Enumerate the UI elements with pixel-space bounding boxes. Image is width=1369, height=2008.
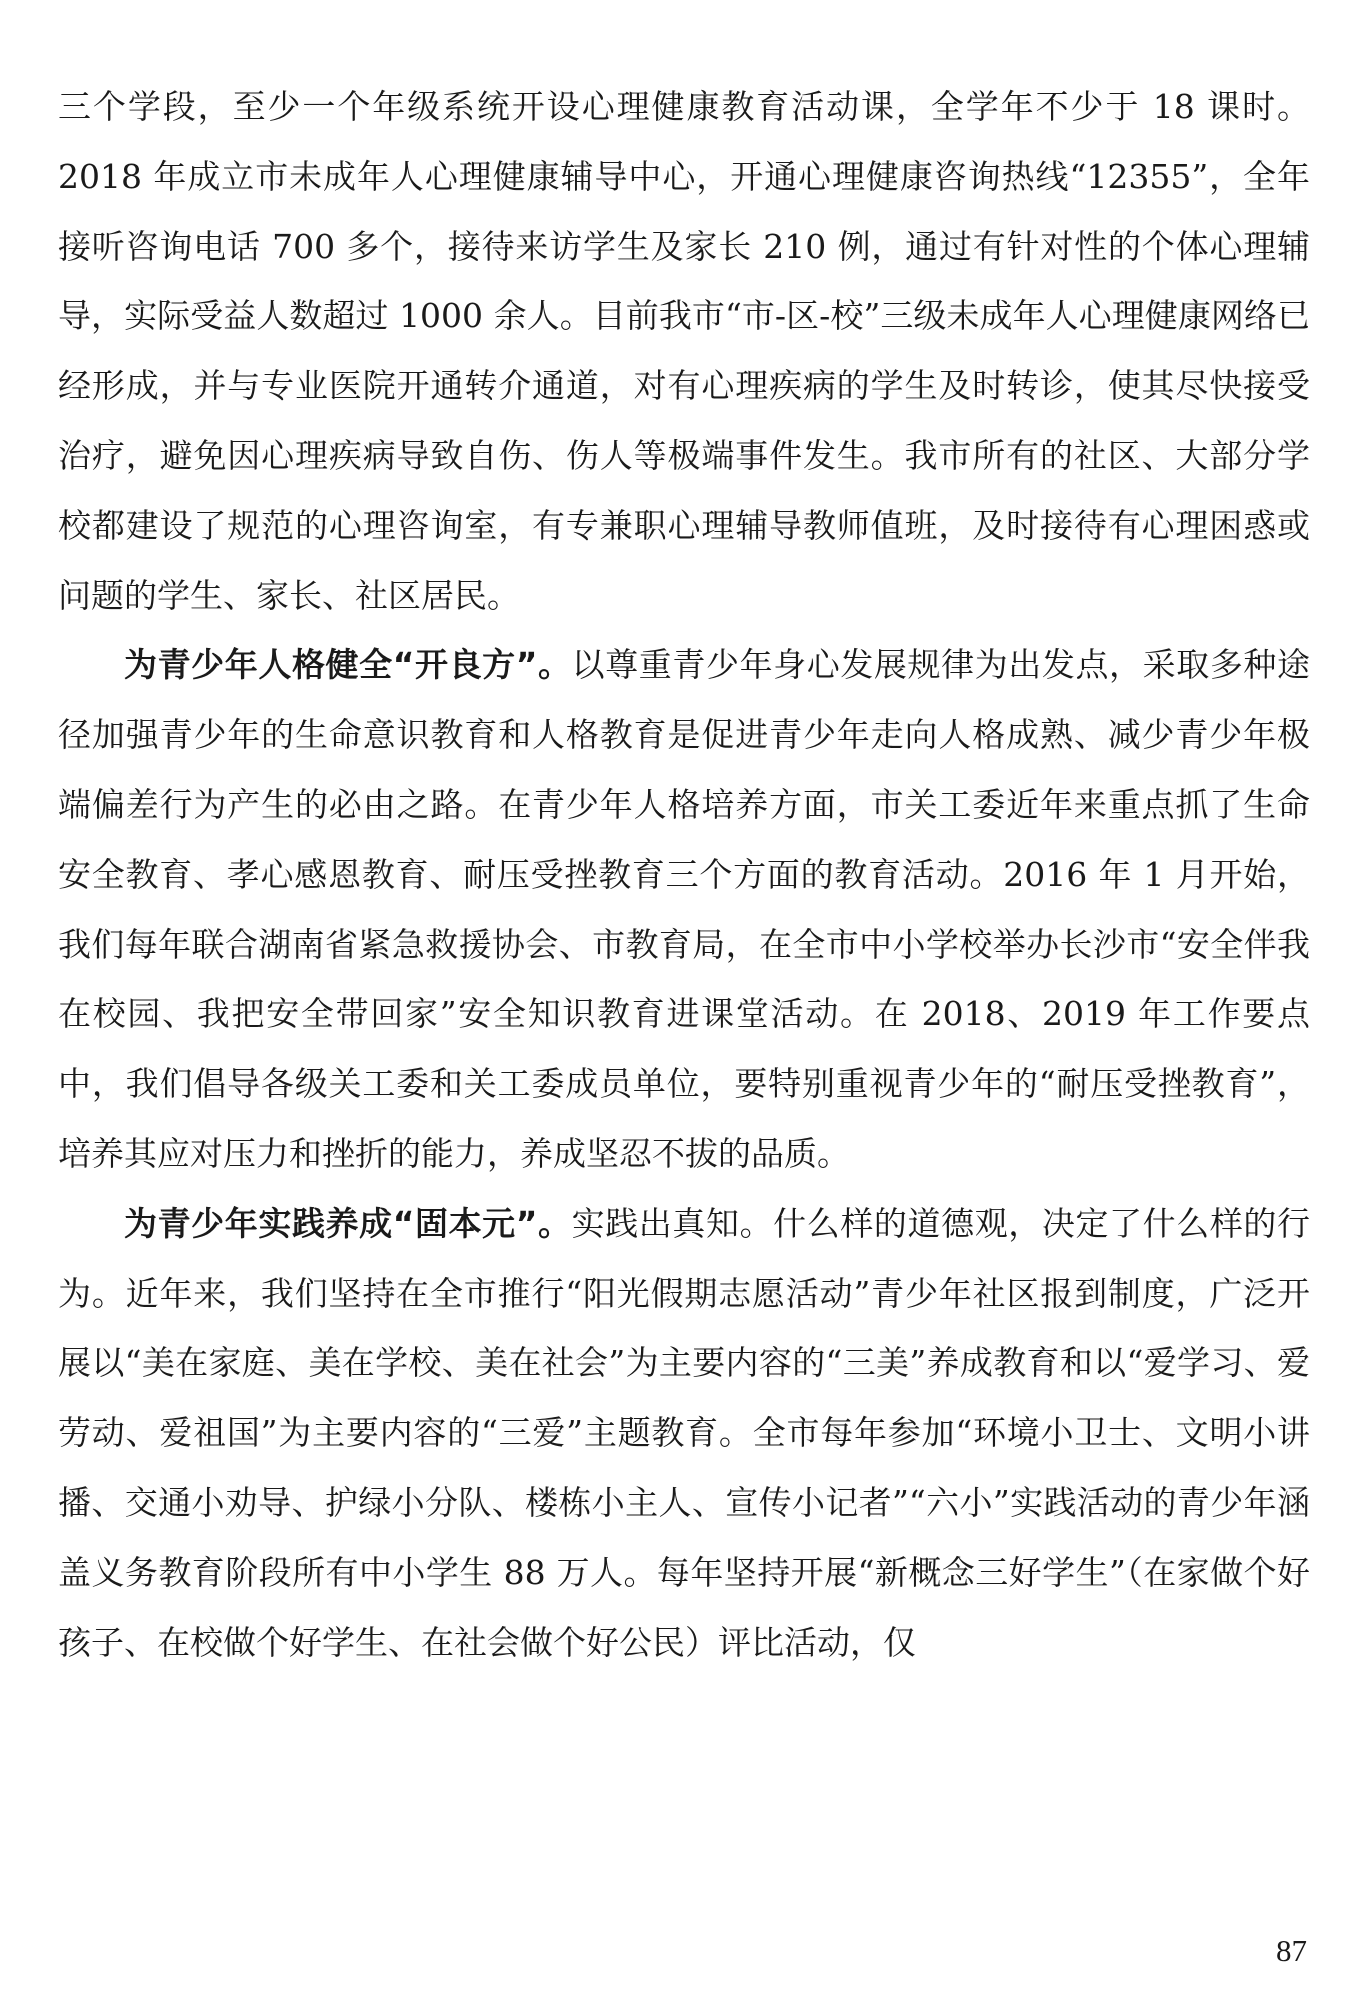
paragraph-practice [58, 1189, 1310, 1678]
paragraph-personality [58, 630, 1310, 1188]
page-number: 87 [1276, 1933, 1307, 1968]
paragraph-text: 实践出真知。什么样的道德观，决定了什么样的行为。近年来，我们坚持在全市推行“阳光假期志愿活动”青少年社区报到制度，广泛开展以“美在家庭、美在学校、美在社会”为主要内容的“三美”养成教育和以“爱学习、爱劳动、爱祖国”为主要内容的“三爱”主题教育。全市每年参加“环境小卫士、文明小讲播、交通小劝导、护绿小分队、楼栋小主人、宣传小记者”“六小”实践活动的青少年涵盖义务教育阶段所有中小学生 88 万人。每年坚持开展“新概念三好学生”（在家做个好孩子、在校做个好学生、在社会做个好公民）评比活动，仅 [58, 1203, 1310, 1662]
paragraph-lead-heading: 为青少年实践养成“固本元”。 [124, 1203, 572, 1243]
paragraph-continuation [58, 72, 1310, 630]
paragraph-text: 三个学段，至少一个年级系统开设心理健康教育活动课，全学年不少于 18 课时。2018 年成立市未成年人心理健康辅导中心，开通心理健康咨询热线“12355”，全年接听咨询电话 700 多个，接待来访学生及家长 210 例，通过有针对性的个体心理辅导，实际受益人数超过 1000 余人。目前我市“市-区-校”三级未成年人心理健康网络已经形成，并与专业医院开通转介通道，对有心理疾病的学生及时转诊，使其尽快接受治疗，避免因心理疾病导致自伤、伤人等极端事件发生。我市所有的社区、大部分学校都建设了规范的心理咨询室，有专兼职心理辅导教师值班，及时接待有心理困惑或问题的学生、家长、社区居民。 [58, 87, 1310, 615]
paragraph-lead-heading: 为青少年人格健全“开良方”。 [124, 645, 572, 685]
document-body [58, 72, 1310, 1677]
paragraph-text: 以尊重青少年身心发展规律为出发点，采取多种途径加强青少年的生命意识教育和人格教育是促进青少年走向人格成熟、减少青少年极端偏差行为产生的必由之路。在青少年人格培养方面，市关工委近年来重点抓了生命安全教育、孝心感恩教育、耐压受挫教育三个方面的教育活动。2016 年 1 月开始，我们每年联合湖南省紧急救援协会、市教育局，在全市中小学校举办长沙市“安全伴我在校园、我把安全带回家”安全知识教育进课堂活动。在 2018、2019 年工作要点中，我们倡导各级关工委和关工委成员单位，要特别重视青少年的“耐压受挫教育”，培养其应对压力和挫折的能力，养成坚忍不拔的品质。 [58, 645, 1310, 1173]
